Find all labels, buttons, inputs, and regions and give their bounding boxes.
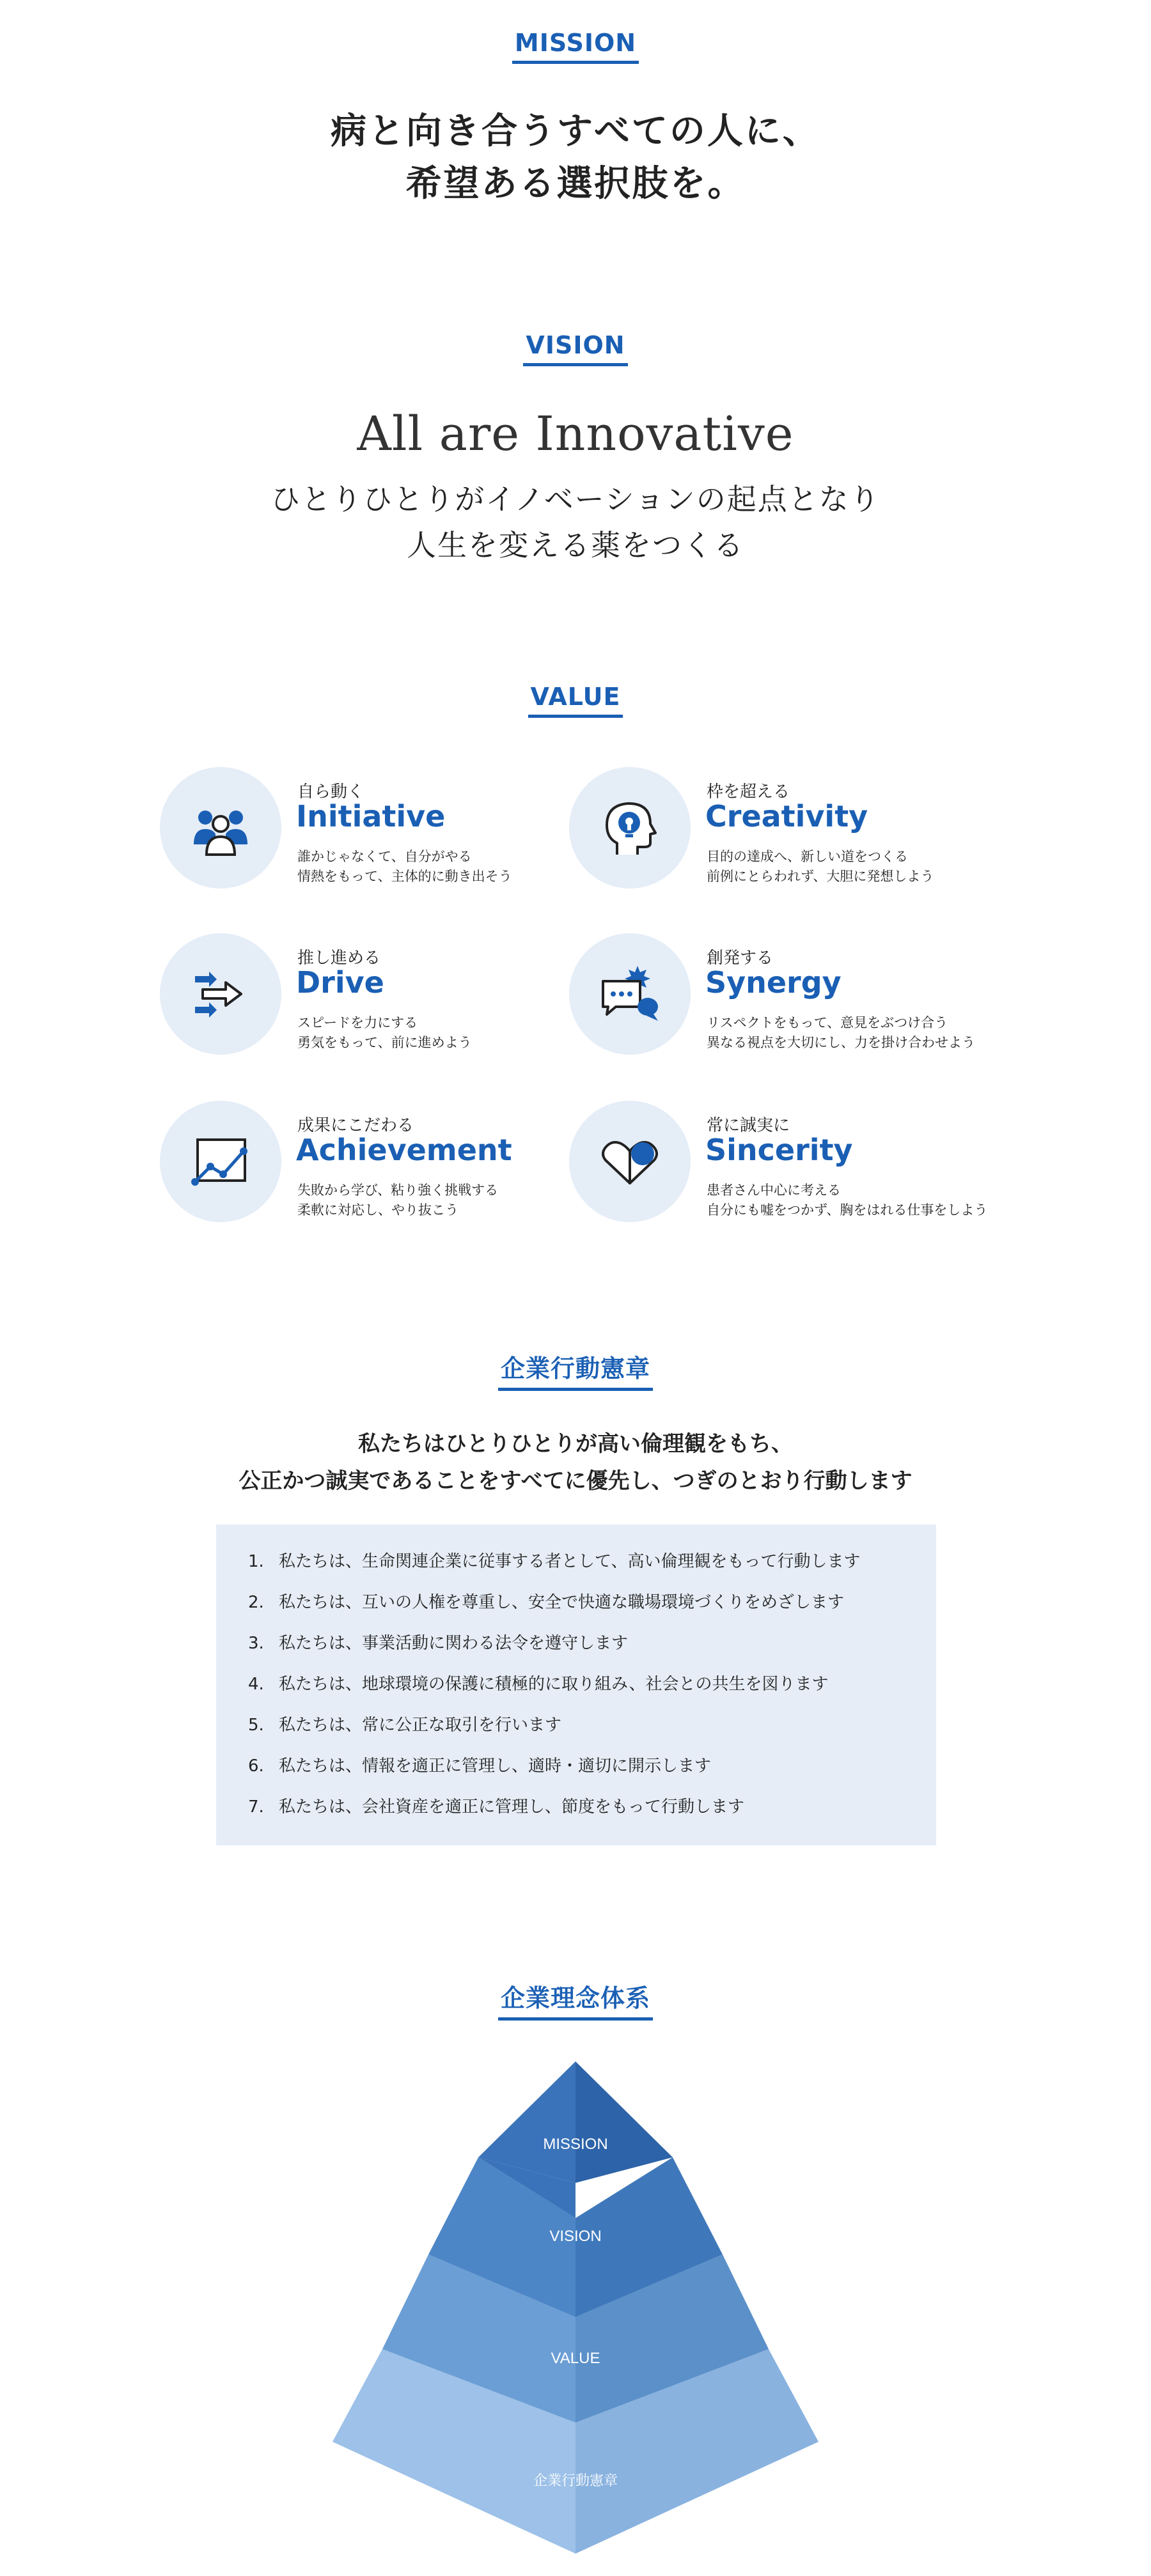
value-icon-circle <box>160 767 281 888</box>
value-en-label: Drive <box>296 965 384 1000</box>
code-list <box>216 1525 936 1845</box>
pyramid-label-vision: VISION <box>549 2228 602 2245</box>
code-item-text: 私たちは、地球環境の保護に積極的に取り組み、社会との共生を図ります <box>279 1675 829 1694</box>
value-en-label: Creativity <box>705 799 868 834</box>
value-item-synergy <box>569 933 1055 1061</box>
value-desc-line-1: スピードを力にする <box>297 1015 418 1030</box>
value-section-title <box>0 683 1151 718</box>
pyramid-layer-mission-right <box>576 2061 673 2183</box>
pyramid-label-code: 企業行動憲章 <box>533 2473 618 2489</box>
code-item <box>248 1753 936 1794</box>
code-item-text: 私たちは、生命関連企業に従事する者として、高い倫理観をもって行動します <box>279 1552 861 1571</box>
code-heading: 企業行動憲章 <box>498 1349 653 1391</box>
value-ja-label: 枠を超える <box>707 782 790 802</box>
head-bulb-icon <box>598 796 662 860</box>
pyramid-layer-code-right <box>576 2442 818 2554</box>
mission-statement <box>0 105 1151 210</box>
value-en-label: Initiative <box>296 799 446 834</box>
chart-icon <box>189 1129 253 1193</box>
value-description <box>297 847 512 887</box>
code-item <box>248 1672 936 1712</box>
value-heading: VALUE <box>528 683 623 718</box>
code-item-number: 5. <box>248 1716 264 1735</box>
code-lead-line-2: 公正かつ誠実であることをすべてに優先し、つぎのとおり行動します <box>239 1468 912 1494</box>
value-desc-line-1: 失敗から学び、粘り強く挑戦する <box>297 1183 499 1198</box>
code-item <box>248 1631 936 1672</box>
pyramid-label-value: VALUE <box>551 2350 600 2367</box>
vision-section-title <box>0 331 1151 366</box>
value-desc-line-1: リスペクトをもって、意見をぶつけ合う <box>707 1015 948 1030</box>
code-item-number: 7. <box>248 1797 264 1817</box>
code-item <box>248 1712 936 1753</box>
value-ja-label: 自ら動く <box>297 782 364 802</box>
chat-icon <box>598 962 662 1026</box>
value-item-sincerity <box>569 1101 1055 1229</box>
code-item-number: 2. <box>248 1593 264 1612</box>
mission-line-2: 希望ある選択肢を。 <box>405 163 746 205</box>
value-en-label: Sincerity <box>705 1133 853 1167</box>
code-item-number: 1. <box>248 1552 264 1571</box>
philosophy-pyramid <box>333 2061 818 2554</box>
pyramid-layer-code-left <box>333 2442 576 2554</box>
value-desc-line-1: 誰かじゃなくて、自分がやる <box>297 849 472 864</box>
value-description <box>707 1013 975 1053</box>
value-description <box>297 1013 472 1053</box>
code-lead <box>0 1425 1151 1500</box>
vision-heading: VISION <box>523 331 627 366</box>
people-icon <box>189 796 253 860</box>
vision-line-2: 人生を変える薬をつくる <box>407 528 744 563</box>
value-ja-label: 推し進める <box>297 949 381 968</box>
value-description <box>707 847 934 887</box>
code-item-number: 3. <box>248 1634 264 1653</box>
value-icon-circle <box>160 1101 281 1222</box>
pyramid-label-mission: MISSION <box>543 2136 608 2153</box>
value-icon-circle <box>569 933 691 1055</box>
value-ja-label: 創発する <box>707 949 774 968</box>
mission-line-1: 病と向き合うすべての人に、 <box>331 111 820 152</box>
value-en-label: Achievement <box>296 1133 512 1167</box>
heart-icon <box>598 1129 662 1193</box>
value-icon-circle <box>569 1101 691 1222</box>
mission-heading: MISSION <box>512 29 639 64</box>
code-item <box>248 1794 936 1835</box>
value-desc-line-2: 前例にとらわれず、大胆に発想しよう <box>707 869 934 884</box>
value-desc-line-2: 情熱をもって、主体的に動き出そう <box>297 869 512 884</box>
value-desc-line-2: 異なる視点を大切にし、力を掛け合わせよう <box>707 1035 975 1050</box>
value-ja-label: 常に誠実に <box>707 1116 790 1135</box>
arrows-icon <box>189 962 253 1026</box>
value-en-label: Synergy <box>705 965 842 1000</box>
value-icon-circle <box>160 933 281 1055</box>
code-item-number: 6. <box>248 1757 264 1776</box>
code-item-text: 私たちは、情報を適正に管理し、適時・適切に開示します <box>279 1757 712 1776</box>
value-desc-line-2: 勇気をもって、前に進めよう <box>297 1035 472 1050</box>
code-item <box>248 1590 936 1631</box>
vision-statement <box>0 476 1151 568</box>
mission-section-title <box>0 29 1151 64</box>
value-desc-line-2: 自分にも嘘をつかず、胸をはれる仕事をしよう <box>707 1202 988 1218</box>
code-section-title <box>0 1349 1151 1391</box>
vision-line-1: ひとりひとりがイノベーションの起点となり <box>270 482 881 516</box>
code-lead-line-1: 私たちはひとりひとりが高い倫理観をもち、 <box>358 1431 793 1457</box>
value-description <box>707 1181 987 1220</box>
value-description <box>297 1181 498 1220</box>
system-section-title <box>0 1978 1151 2021</box>
value-icon-circle <box>569 767 691 888</box>
code-item-text: 私たちは、会社資産を適正に管理し、節度をもって行動します <box>279 1797 745 1817</box>
value-item-creativity <box>569 767 1055 895</box>
value-desc-line-1: 目的の達成へ、新しい道をつくる <box>707 849 908 864</box>
code-item-number: 4. <box>248 1675 264 1694</box>
value-desc-line-2: 柔軟に対応し、やり抜こう <box>297 1202 458 1218</box>
code-item-text: 私たちは、事業活動に関わる法令を遵守します <box>279 1634 629 1653</box>
code-item <box>248 1549 936 1590</box>
system-heading: 企業理念体系 <box>498 1978 653 2021</box>
value-ja-label: 成果にこだわる <box>297 1116 414 1135</box>
vision-english: All are Innovative <box>357 407 794 462</box>
code-item-text: 私たちは、互いの人権を尊重し、安全で快適な職場環境づくりをめざします <box>279 1593 845 1612</box>
value-desc-line-1: 患者さん中心に考える <box>707 1183 841 1198</box>
code-item-text: 私たちは、常に公正な取引を行います <box>279 1716 562 1735</box>
